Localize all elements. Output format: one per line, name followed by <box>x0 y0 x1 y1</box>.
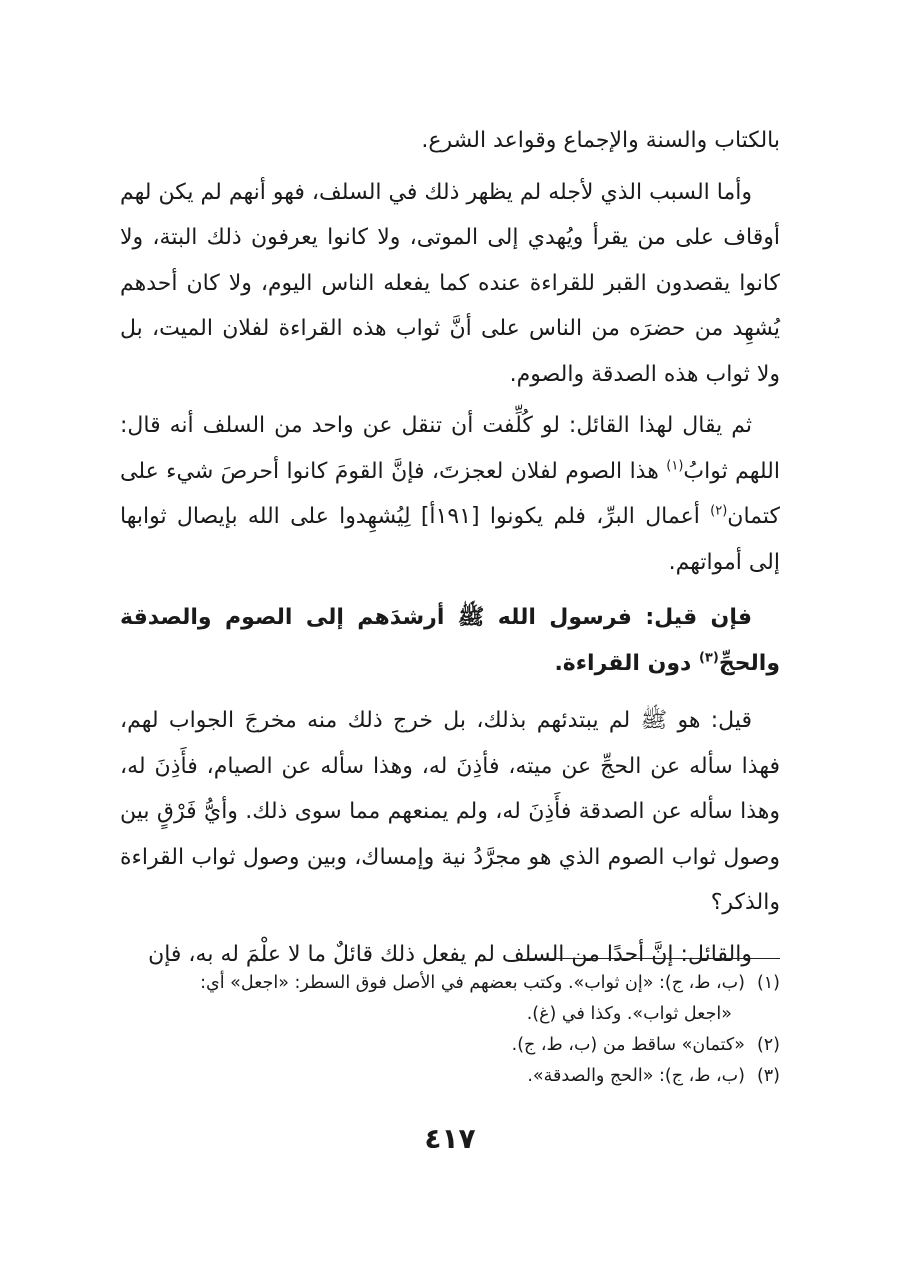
paragraph-3 <box>120 403 780 585</box>
paragraph-5-answer: قيل: هو ﷺ لم يبتدئهم بذلك، بل خرج ذلك منه مخرجَ الجواب لهم، فهذا سأله عن الحجِّ عن ميته، فأذِنَ له، وهذا سأله عن الصيام، فأَذِنَ له، وهذا سأله عن الصدقة فأَذِنَ له، ولم يمنعهم مما سوى ذلك. وأيُّ فَرْقٍ بين وصول ثواب الصوم الذي هو مجرَّدُ نية وإمساك، وبين وصول ثواب القراءة والذكر؟ <box>120 708 780 915</box>
footnote-ref-3[interactable]: (٣) <box>698 650 719 666</box>
paragraph-6: والقائل: إنَّ أحدًا من السلف لم يفعل ذلك قائلٌ ما لا علْمَ له به، فإن <box>148 941 752 967</box>
footnote-number: (٢) <box>756 1035 780 1055</box>
main-text <box>120 118 780 977</box>
paragraph-4-question <box>120 595 780 686</box>
paragraph-4-part-a: فإن قيل: فرسول الله ﷺ أرشدَهم إلى الصوم والصدقة والحجِّ <box>120 605 780 676</box>
footnote-1 <box>120 968 780 999</box>
footnote-text: «كتمان» ساقط من (ب، ط، ج). <box>511 1035 745 1055</box>
footnote-text: (ب، ط، ج): «إن ثواب». وكتب بعضهم في الأصل فوق السطر: «اجعل» أي: <box>200 973 745 993</box>
paragraph-3-part-c: أعمال البرِّ، فلم يكونوا [١٩١أ] لِيُشهِدوا على الله بإيصال ثوابها إلى أمواتهم. <box>120 504 780 575</box>
footnote-text: (ب، ط، ج): «الحج والصدقة». <box>527 1066 745 1086</box>
footnote-1-continuation: «اجعل ثواب». وكذا في (غ). <box>526 1004 732 1024</box>
paragraph-3-part-a: ثم يقال لهذا القائل: لو كُلِّفت أن تنقل عن واحد من السلف أنه قال: اللهم ثوابُ <box>120 413 780 484</box>
paragraph-3-part-b: هذا الصوم لفلان لعجزتَ، فإنَّ القومَ كانوا أحرصَ شيء على كتمان <box>120 458 780 529</box>
paragraph-2: وأما السبب الذي لأجله لم يظهر ذلك في السلف، فهو أنهم لم يكن لهم أوقاف على من يقرأ ويُهدي إلى الموتى، ولا كانوا يعرفون ذلك البتة، ولا كانوا يقصدون القبر للقراءة عنده كما يفعله الناس اليوم، ولا كان أحدهم يُشهِد من حضرَه من الناس على أنَّ ثواب هذه القراءة لفلان الميت، بل ولا ثواب هذه الصدقة والصوم. <box>120 179 780 387</box>
footnote-ref-1[interactable]: (١) <box>666 458 684 474</box>
footnote-3 <box>120 1061 780 1092</box>
footnote-number: (٣) <box>756 1066 780 1086</box>
paragraph-1: بالكتاب والسنة والإجماع وقواعد الشرع. <box>421 128 780 153</box>
footnote-divider <box>528 958 780 959</box>
footnote-ref-2[interactable]: (٢) <box>710 503 728 519</box>
page-number: ٤١٧ <box>424 1122 476 1155</box>
footnote-number: (١) <box>756 973 780 993</box>
footnotes <box>120 968 780 1092</box>
paragraph-4-part-b: دون القراءة. <box>554 650 699 676</box>
footnote-2 <box>120 1030 780 1061</box>
